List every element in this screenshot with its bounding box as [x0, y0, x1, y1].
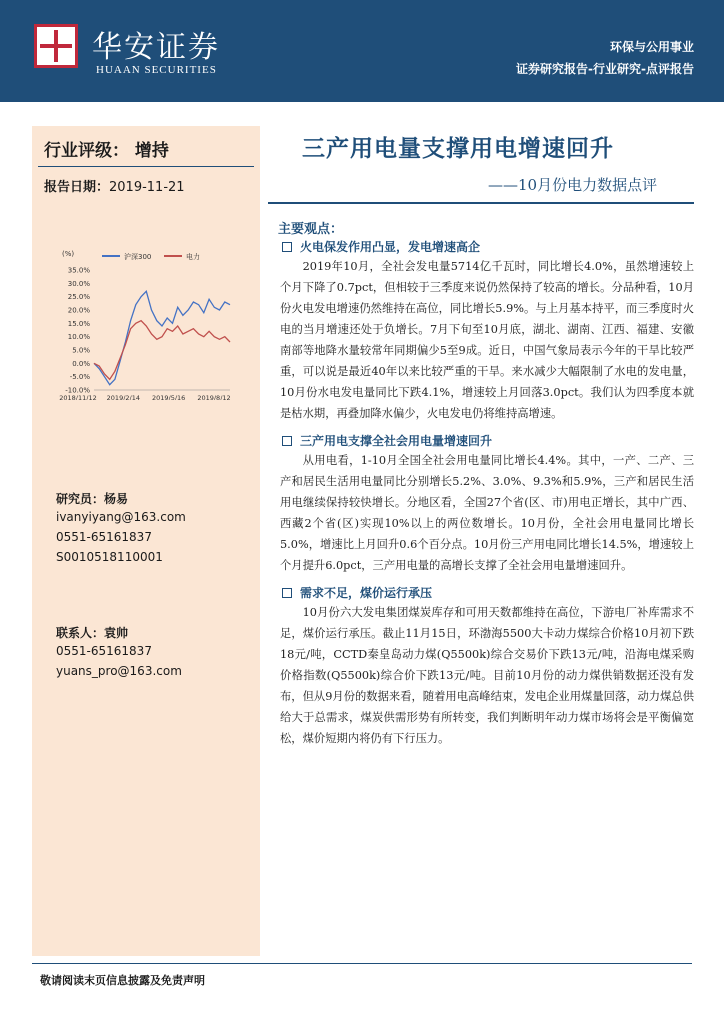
footer-divider [32, 963, 692, 964]
info-sidebar [32, 126, 260, 956]
industry-rating: 行业评级： 增持 [44, 141, 169, 161]
performance-chart-svg [32, 242, 260, 400]
brand-name-en: HUAAN SECURITIES [96, 64, 217, 76]
page-subtitle: ——10月份电力数据点评 [488, 176, 658, 194]
contact-phone: 0551-65161837 [56, 644, 152, 658]
analyst-title: 研究员：杨易 [56, 492, 129, 506]
rating-divider [38, 166, 254, 167]
chart-y-tick-label: 0.0% [72, 359, 90, 368]
chart-x-tick-label: 2019/2/14 [106, 394, 141, 400]
huaan-logo-icon [34, 24, 78, 68]
section-heading-text: 需求不足，煤价运行承压 [300, 586, 433, 600]
section-heading-text: 三产用电支撑全社会用电量增速回升 [300, 434, 493, 448]
chart-series-line [94, 291, 230, 384]
chart-y-tick-label: 10.0% [67, 333, 90, 342]
chart-y-tick-label: -10.0% [65, 386, 90, 395]
chart-y-tick-label: 25.0% [67, 293, 90, 302]
viewpoints-label: 主要观点： [278, 222, 344, 237]
chart-legend-label: 沪深300 [124, 253, 152, 261]
chart-x-tick-label: 2018/11/12 [59, 394, 97, 400]
section-body [280, 450, 694, 576]
title-divider [268, 202, 694, 204]
section-body [280, 602, 694, 749]
chart-x-tick-label: 2019/8/12 [197, 394, 231, 400]
section-heading-text: 火电保发作用凸显，发电增速高企 [300, 240, 481, 254]
chart-y-tick-label: 30.0% [67, 279, 90, 288]
performance-chart [32, 242, 260, 400]
checkbox-square-icon [282, 436, 292, 446]
chart-y-tick-label: -5.0% [69, 373, 90, 382]
chart-y-tick-label: 35.0% [67, 266, 90, 275]
brand-name-cn: 华安证券 [92, 30, 220, 65]
chart-y-tick-label: 15.0% [67, 319, 90, 328]
chart-series-line [94, 321, 230, 380]
report-date-value: 2019-11-21 [109, 180, 185, 195]
section-body-text: 2019年10月，全社会发电量5714亿千瓦时，同比增长4.0%，虽然增速较上个月下降了0.7pct，但相较于三季度来说仍然保持了较高的增长。分品种看，10月份火电发电增速仍然维持在高位，同比增长5.9%。与上月基本持平，而三季度时火电的当月增速还处于负增长。7月下旬至10月底，湖北、湖南、江西、福建、安徽南部等地降水量较常年同期偏少5至9成。近日，中国气象局表示今年的干旱比较严重，可以说是最近40年以来比较严重的干旱。来水减少大幅限制了水电的发电量，10月份水电发电量同比下跌4.1%，增速较上月回落3.0pct。我们认为四季度本就是枯水期，再叠加降水偏少，火电发电仍将维持高增速。 [280, 260, 694, 420]
report-date [44, 176, 185, 195]
chart-x-tick-label: 2019/5/16 [151, 394, 186, 400]
section-heading [282, 584, 432, 601]
contact-email[interactable]: yuans_pro@163.com [56, 664, 182, 678]
analyst-cert: S0010518110001 [56, 550, 163, 564]
chart-y-tick-label: 5.0% [72, 346, 90, 355]
chart-y-tick-label: 20.0% [67, 306, 90, 315]
section-body-text: 10月份六大发电集团煤炭库存和可用天数都维持在高位，下游电厂补库需求不足，煤价运行承压。截止11月15日，环渤海5500大卡动力煤综合价格10月初下跌18元/吨，CCTD秦皇岛动力煤(Q5500k)综合交易价下跌13元/吨，沿海电煤采购价格指数(Q5500k)综合价下跌13元/吨。目前10月份的动力煤供销数据还没有发布，但从9月份的数据来看，随着用电高峰结束，发电企业用煤量回落，动力煤总供给大于总需求，煤炭供需形势有所转变，我们判断明年动力煤市场将会是平衡偏宽松，煤价短期内将仍有下行压力。 [280, 606, 694, 745]
section-heading [282, 238, 480, 255]
analyst-phone: 0551-65161837 [56, 530, 152, 544]
sector-label: 环保与公用事业 [609, 40, 694, 54]
page-title: 三产用电量支撑用电增速回升 [302, 136, 614, 162]
contact-title: 联系人：袁帅 [56, 626, 129, 640]
checkbox-square-icon [282, 242, 292, 252]
disclaimer-link[interactable]: 敬请阅读末页信息披露及免责声明 [40, 974, 205, 987]
report-header [0, 0, 724, 102]
section-heading [282, 432, 492, 449]
report-type-label: 证券研究报告-行业研究-点评报告 [516, 62, 694, 76]
section-body [280, 256, 694, 424]
checkbox-square-icon [282, 588, 292, 598]
analyst-email[interactable]: ivanyiyang@163.com [56, 510, 186, 524]
report-date-label: 报告日期： [44, 180, 110, 195]
chart-unit-label: (%) [62, 250, 75, 258]
chart-legend-label: 电力 [186, 253, 200, 261]
section-body-text: 从用电看，1-10月全国全社会用电量同比增长4.4%。其中，一产、二产、三产和居民生活用电量同比分别增长5.2%、3.0%、9.3%和5.9%，三产和居民生活用电继续保持较快增长。分地区看，全国27个省(区、市)用电正增长，其中广西、西藏2个省(区)实现10%以上的两位数增长。10月份，全社会用电量同比增长5.0%，增速比上月回升0.6个百分点。10月份三产用电同比增长14.5%，增速较上个月提升6.0pct，三产用电量的高增长支撑了全社会用电量增速回升。 [280, 454, 694, 572]
